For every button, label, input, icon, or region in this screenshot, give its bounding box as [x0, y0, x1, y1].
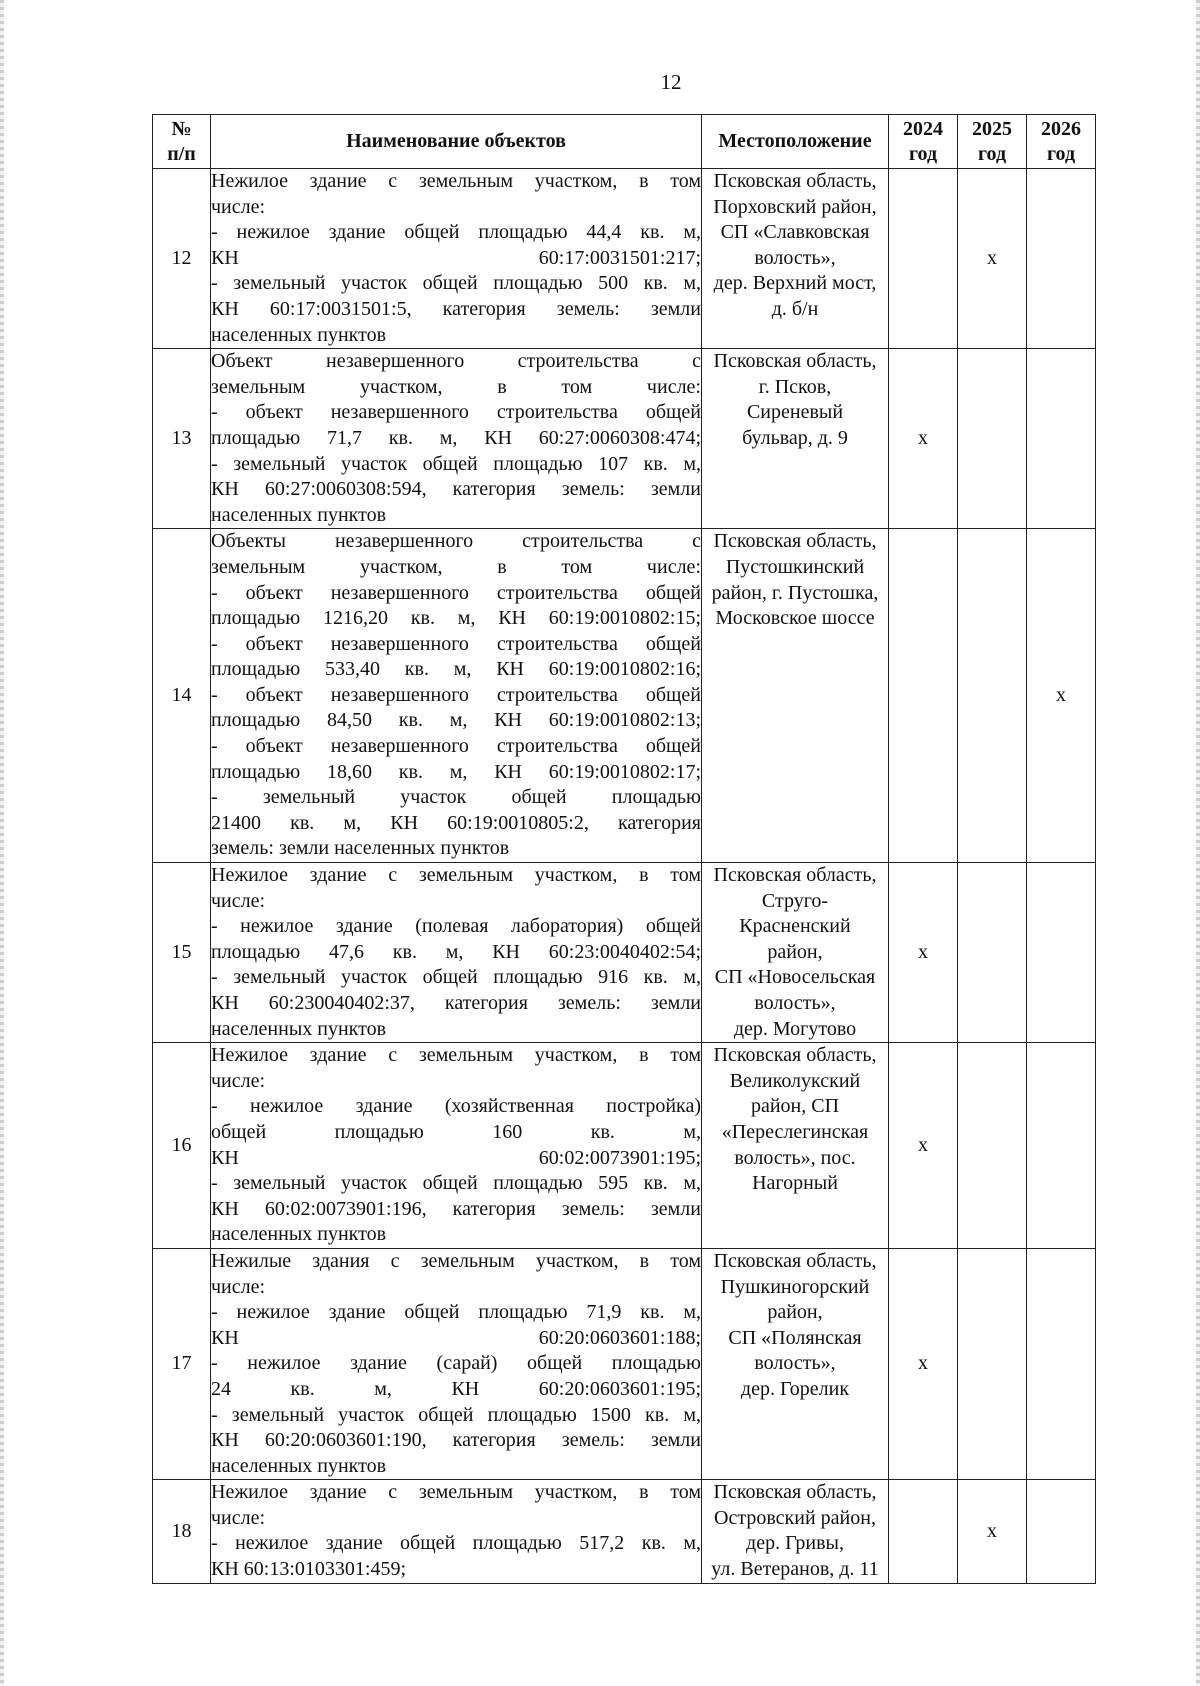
table-row: [153, 529, 1096, 863]
object-location: [702, 1248, 889, 1479]
description-line: числе:: [211, 889, 266, 912]
location-line: Струго-: [761, 889, 829, 912]
table-row: [153, 1480, 1096, 1583]
header-year-2024: [889, 115, 958, 169]
year-mark-2026: [1027, 1248, 1096, 1479]
row-number: 12: [153, 169, 211, 349]
description-line: площадью 84,50 кв. м, КН 60:19:0010802:13;: [211, 709, 701, 732]
location-line: Красненский: [739, 915, 851, 938]
location-line: СП «Славковская: [720, 221, 870, 244]
year-mark-2026: [1027, 349, 1096, 529]
location-line: волость», пос.: [734, 1146, 856, 1169]
description-line: КН 60:230040402:37, категория земель: земли: [211, 992, 701, 1014]
description-line: числе:: [211, 1506, 266, 1529]
object-location: [702, 1480, 889, 1583]
page-number: 12: [660, 70, 682, 94]
description-line: КН 60:17:0031501:217;: [211, 246, 701, 269]
object-description: [211, 1043, 702, 1249]
year-mark-2024: [889, 529, 958, 863]
location-line: Великолукский: [729, 1069, 861, 1092]
location-line: Псковская область,: [713, 864, 877, 887]
description-line: Нежилое здание с земельным участком, в том: [211, 1481, 701, 1504]
header-name: Наименование объектов: [211, 115, 702, 169]
year-mark-2024: [889, 1480, 958, 1583]
location-line: волость»,: [754, 1352, 836, 1375]
header-year-unit: год: [977, 142, 1007, 165]
description-line: - земельный участок общей площадью 595 кв. м,: [211, 1172, 701, 1195]
description-line: - земельный участок общей площадью: [211, 786, 701, 809]
description-line: Нежилое здание с земельным участком, в том: [211, 170, 701, 192]
location-line: Нагорный: [752, 1172, 838, 1195]
description-line: - объект незавершенного строительства общей: [211, 401, 701, 424]
description-line: - объект незавершенного строительства общей: [211, 735, 701, 758]
scan-edge-right: [1196, 0, 1200, 1686]
location-line: СП «Полянская: [728, 1326, 862, 1349]
description-line: - нежилое здание (хозяйственная постройка): [211, 1095, 701, 1118]
description-line: земельным участком, в том числе:: [211, 555, 701, 578]
header-year-2025: [958, 115, 1027, 169]
description-line: - объект незавершенного строительства общей: [211, 632, 701, 655]
description-line: КН 60:17:0031501:5, категория земель: земли: [211, 297, 701, 320]
row-number: 16: [153, 1043, 211, 1249]
description-line: - земельный участок общей площадью 916 кв. м,: [211, 966, 701, 989]
description-line: Объект незавершенного строительства с: [211, 350, 701, 373]
location-line: волость»,: [754, 992, 836, 1014]
object-location: [702, 169, 889, 349]
year-mark-2025: [958, 863, 1027, 1043]
table-row: [153, 349, 1096, 529]
header-num: [153, 115, 211, 169]
year-mark-2025: х: [958, 1480, 1027, 1583]
location-line: Псковская область,: [713, 170, 877, 192]
location-line: д. б/н: [771, 297, 819, 320]
year-mark-2025: [958, 1043, 1027, 1249]
description-line: Нежилое здание с земельным участком, в том: [211, 864, 701, 887]
location-line: Сиреневый: [746, 401, 844, 424]
description-line: площадью 71,7 кв. м, КН 60:27:0060308:474;: [211, 426, 701, 449]
year-mark-2024: х: [889, 863, 958, 1043]
table-body: [153, 169, 1096, 1584]
year-mark-2024: х: [889, 1043, 958, 1249]
year-mark-2026: х: [1027, 529, 1096, 863]
location-line: Островский район,: [714, 1506, 876, 1529]
object-location: [702, 349, 889, 529]
description-line: - объект незавершенного строительства общей: [211, 581, 701, 604]
object-description: [211, 1480, 702, 1583]
description-line: 21400 кв. м, КН 60:19:0010805:2, категория: [211, 811, 701, 834]
header-year-unit: год: [1046, 142, 1076, 165]
year-mark-2025: [958, 349, 1027, 529]
year-mark-2026: [1027, 863, 1096, 1043]
description-line: площадью 47,6 кв. м, КН 60:23:0040402:54;: [211, 940, 701, 963]
location-line: Псковская область,: [713, 530, 877, 553]
location-line: г. Псков,: [758, 375, 832, 398]
description-line: числе:: [211, 195, 266, 218]
description-line: - земельный участок общей площадью 500 кв. м,: [211, 272, 701, 295]
description-line: Объекты незавершенного строительства с: [211, 530, 701, 553]
row-number: 17: [153, 1248, 211, 1479]
description-line: площадью 18,60 кв. м, КН 60:19:0010802:17;: [211, 760, 701, 783]
location-line: дер. Верхний мост,: [713, 272, 877, 295]
row-number: 15: [153, 863, 211, 1043]
location-line: СП «Новосельская: [714, 966, 876, 989]
location-line: дер. Могутово: [733, 1017, 857, 1040]
object-location: [702, 1043, 889, 1249]
description-line: КН 60:02:0073901:195;: [211, 1146, 701, 1169]
location-line: Московское шоссе: [715, 607, 875, 630]
description-line: числе:: [211, 1275, 266, 1298]
description-line: населенных пунктов: [211, 1223, 387, 1246]
description-line: числе:: [211, 1069, 266, 1092]
object-location: [702, 529, 889, 863]
location-line: «Переслегинская: [721, 1120, 869, 1143]
location-line: район,: [767, 1301, 823, 1324]
location-line: Псковская область,: [713, 1249, 877, 1272]
header-year-value: 2025: [972, 117, 1012, 140]
object-description: [211, 1248, 702, 1479]
header-location: Местоположение: [702, 115, 889, 169]
table-row: [153, 169, 1096, 349]
location-line: Псковская область,: [713, 1044, 877, 1067]
description-line: - нежилое здание общей площадью 44,4 кв. м,: [211, 221, 701, 244]
year-mark-2026: [1027, 169, 1096, 349]
year-mark-2026: [1027, 1043, 1096, 1249]
header-year-unit: год: [908, 142, 938, 165]
description-line: населенных пунктов: [211, 1454, 387, 1477]
row-number: 18: [153, 1480, 211, 1583]
location-line: Псковская область,: [713, 350, 877, 373]
location-line: дер. Горелик: [740, 1377, 850, 1400]
object-description: [211, 169, 702, 349]
description-line: Нежилые здания с земельным участком, в том: [211, 1249, 701, 1272]
table-row: [153, 1043, 1096, 1249]
location-line: район,: [767, 940, 823, 963]
location-line: Пустошкинский: [725, 555, 865, 578]
location-line: район, СП: [750, 1095, 840, 1118]
description-line: - нежилое здание общей площадью 517,2 кв. м,: [211, 1532, 701, 1555]
description-line: КН 60:20:0603601:188;: [211, 1326, 701, 1349]
location-line: Порховский район,: [713, 195, 877, 218]
description-line: - земельный участок общей площадью 1500 кв. м,: [211, 1403, 701, 1426]
object-location: [702, 863, 889, 1043]
description-line: КН 60:13:0103301:459;: [211, 1558, 407, 1581]
location-line: Пушкиногорский: [720, 1275, 870, 1298]
description-line: - нежилое здание общей площадью 71,9 кв. м,: [211, 1301, 701, 1324]
year-mark-2024: [889, 169, 958, 349]
description-line: - нежилое здание (полевая лаборатория) общей: [211, 915, 701, 938]
description-line: населенных пунктов: [211, 503, 387, 526]
location-line: дер. Гривы,: [746, 1532, 844, 1555]
location-line: волость»,: [754, 246, 836, 269]
description-line: КН 60:20:0603601:190, категория земель: земли: [211, 1429, 701, 1452]
location-line: бульвар, д. 9: [742, 426, 848, 449]
object-description: [211, 529, 702, 863]
year-mark-2024: х: [889, 1248, 958, 1479]
description-line: КН 60:27:0060308:594, категория земель: земли: [211, 478, 701, 501]
description-line: площадью 1216,20 кв. м, КН 60:19:0010802:15;: [211, 607, 701, 630]
description-line: - земельный участок общей площадью 107 кв. м,: [211, 452, 701, 475]
header-num-line2: п/п: [167, 142, 196, 165]
description-line: 24 кв. м, КН 60:20:0603601:195;: [211, 1377, 701, 1400]
year-mark-2024: х: [889, 349, 958, 529]
objects-table: [152, 114, 1096, 1584]
description-line: КН 60:02:0073901:196, категория земель: земли: [211, 1197, 701, 1220]
table-row: [153, 863, 1096, 1043]
year-mark-2025: [958, 529, 1027, 863]
header-year-2026: [1027, 115, 1096, 169]
row-number: 13: [153, 349, 211, 529]
header-year-value: 2024: [903, 117, 943, 140]
header-num-line1: №: [171, 117, 192, 140]
description-line: общей площадью 160 кв. м,: [211, 1120, 701, 1143]
scan-edge-left: [0, 0, 4, 1686]
table-header-row: [153, 115, 1096, 169]
header-year-value: 2026: [1041, 117, 1081, 140]
description-line: населенных пунктов: [211, 323, 387, 346]
description-line: населенных пунктов: [211, 1017, 387, 1040]
table-row: [153, 1248, 1096, 1479]
year-mark-2025: х: [958, 169, 1027, 349]
object-description: [211, 349, 702, 529]
location-line: Псковская область,: [713, 1481, 877, 1504]
row-number: 14: [153, 529, 211, 863]
year-mark-2025: [958, 1248, 1027, 1479]
description-line: - нежилое здание (сарай) общей площадью: [211, 1352, 701, 1375]
description-line: земель: земли населенных пунктов: [211, 837, 510, 860]
description-line: земельным участком, в том числе:: [211, 375, 701, 398]
description-line: - объект незавершенного строительства общей: [211, 683, 701, 706]
description-line: площадью 533,40 кв. м, КН 60:19:0010802:16;: [211, 658, 701, 681]
location-line: ул. Ветеранов, д. 11: [711, 1558, 879, 1581]
description-line: Нежилое здание с земельным участком, в том: [211, 1044, 701, 1067]
year-mark-2026: [1027, 1480, 1096, 1583]
object-description: [211, 863, 702, 1043]
location-line: район, г. Пустошка,: [711, 581, 879, 604]
